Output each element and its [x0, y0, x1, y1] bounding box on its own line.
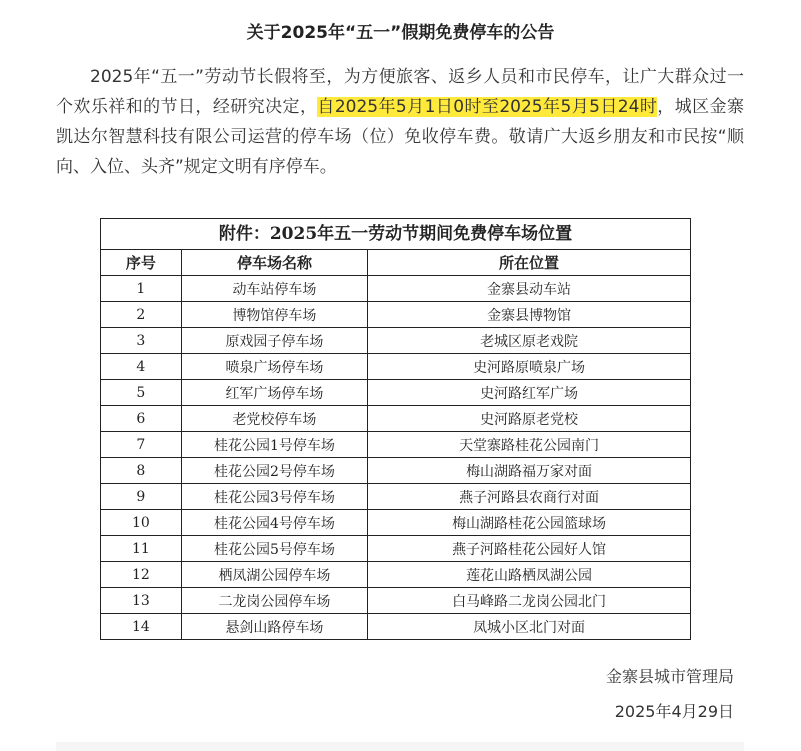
header-location: 所在位置 — [368, 250, 691, 276]
cell-index: 4 — [101, 354, 182, 380]
cell-parking-name: 原戏园子停车场 — [181, 328, 367, 354]
cell-location: 凤城小区北门对面 — [368, 614, 691, 640]
table-row — [101, 484, 691, 510]
cell-parking-name: 桂花公园4号停车场 — [181, 510, 367, 536]
paragraph-text-after: ，城区金寨凯达尔智慧科技有限公司运营的停车场（位）免收停车费。敬请广大返乡朋友和市民按“顺向、入位、头齐”规定文明有序停车。 — [56, 97, 744, 177]
cell-location: 梅山湖路桂花公园篮球场 — [368, 510, 691, 536]
cell-parking-name: 悬剑山路停车场 — [181, 614, 367, 640]
cell-parking-name: 喷泉广场停车场 — [181, 354, 367, 380]
table-row — [101, 380, 691, 406]
cell-location: 燕子河路县农商行对面 — [368, 484, 691, 510]
cell-parking-name: 红军广场停车场 — [181, 380, 367, 406]
cell-parking-name: 桂花公园1号停车场 — [181, 432, 367, 458]
cell-parking-name: 老党校停车场 — [181, 406, 367, 432]
cell-location: 史河路原喷泉广场 — [368, 354, 691, 380]
table-row — [101, 510, 691, 536]
cell-parking-name: 博物馆停车场 — [181, 302, 367, 328]
parking-table — [100, 218, 691, 640]
cell-parking-name: 栖凤湖公园停车场 — [181, 562, 367, 588]
table-row — [101, 536, 691, 562]
table-row — [101, 432, 691, 458]
table-row — [101, 458, 691, 484]
table-row — [101, 302, 691, 328]
cell-location: 史河路原老党校 — [368, 406, 691, 432]
signature-date: 2025年4月29日 — [614, 702, 734, 721]
cell-index: 6 — [101, 406, 182, 432]
cell-index: 7 — [101, 432, 182, 458]
cell-index: 5 — [101, 380, 182, 406]
table-caption: 附件：2025年五一劳动节期间免费停车场位置 — [100, 218, 691, 249]
cell-index: 11 — [101, 536, 182, 562]
table-row — [101, 406, 691, 432]
cell-index: 10 — [101, 510, 182, 536]
cell-location: 老城区原老戏院 — [368, 328, 691, 354]
cell-parking-name: 桂花公园3号停车场 — [181, 484, 367, 510]
cell-parking-name: 动车站停车场 — [181, 276, 367, 302]
cell-location: 梅山湖路福万家对面 — [368, 458, 691, 484]
highlighted-date-range: 自2025年5月1日0时至2025年5月5日24时 — [317, 97, 658, 117]
header-index: 序号 — [101, 250, 182, 276]
cell-location: 金寨县动车站 — [368, 276, 691, 302]
table-row — [101, 354, 691, 380]
cell-location: 史河路红军广场 — [368, 380, 691, 406]
table-row — [101, 276, 691, 302]
cell-index: 2 — [101, 302, 182, 328]
table-body — [101, 276, 691, 640]
paragraph-text-before: 2025年“五一”劳动节长假将至，为方便旅客、返乡人员和市民停车，让广大群众过一个欢乐祥和的节日，经研究决定， — [56, 67, 744, 117]
cell-location: 天堂寨路桂花公园南门 — [368, 432, 691, 458]
cell-parking-name: 桂花公园5号停车场 — [181, 536, 367, 562]
signature-org: 金寨县城市管理局 — [605, 667, 734, 686]
cell-location: 白马峰路二龙岗公园北门 — [368, 588, 691, 614]
notice-paragraph — [56, 62, 744, 182]
table-header-row — [101, 250, 691, 276]
parking-table-container — [100, 218, 692, 640]
cell-index: 13 — [101, 588, 182, 614]
cell-location: 燕子河路桂花公园好人馆 — [368, 536, 691, 562]
cell-index: 1 — [101, 276, 182, 302]
table-row — [101, 328, 691, 354]
cell-index: 9 — [101, 484, 182, 510]
cell-location: 莲花山路栖凤湖公园 — [368, 562, 691, 588]
cell-index: 14 — [101, 614, 182, 640]
bottom-divider — [56, 742, 744, 751]
table-row — [101, 562, 691, 588]
cell-index: 8 — [101, 458, 182, 484]
cell-parking-name: 二龙岗公园停车场 — [181, 588, 367, 614]
table-row — [101, 588, 691, 614]
notice-title: 关于2025年“五一”假期免费停车的公告 — [246, 23, 555, 43]
cell-location: 金寨县博物馆 — [368, 302, 691, 328]
cell-index: 12 — [101, 562, 182, 588]
cell-index: 3 — [101, 328, 182, 354]
table-row — [101, 614, 691, 640]
header-parking-name: 停车场名称 — [181, 250, 367, 276]
cell-parking-name: 桂花公园2号停车场 — [181, 458, 367, 484]
